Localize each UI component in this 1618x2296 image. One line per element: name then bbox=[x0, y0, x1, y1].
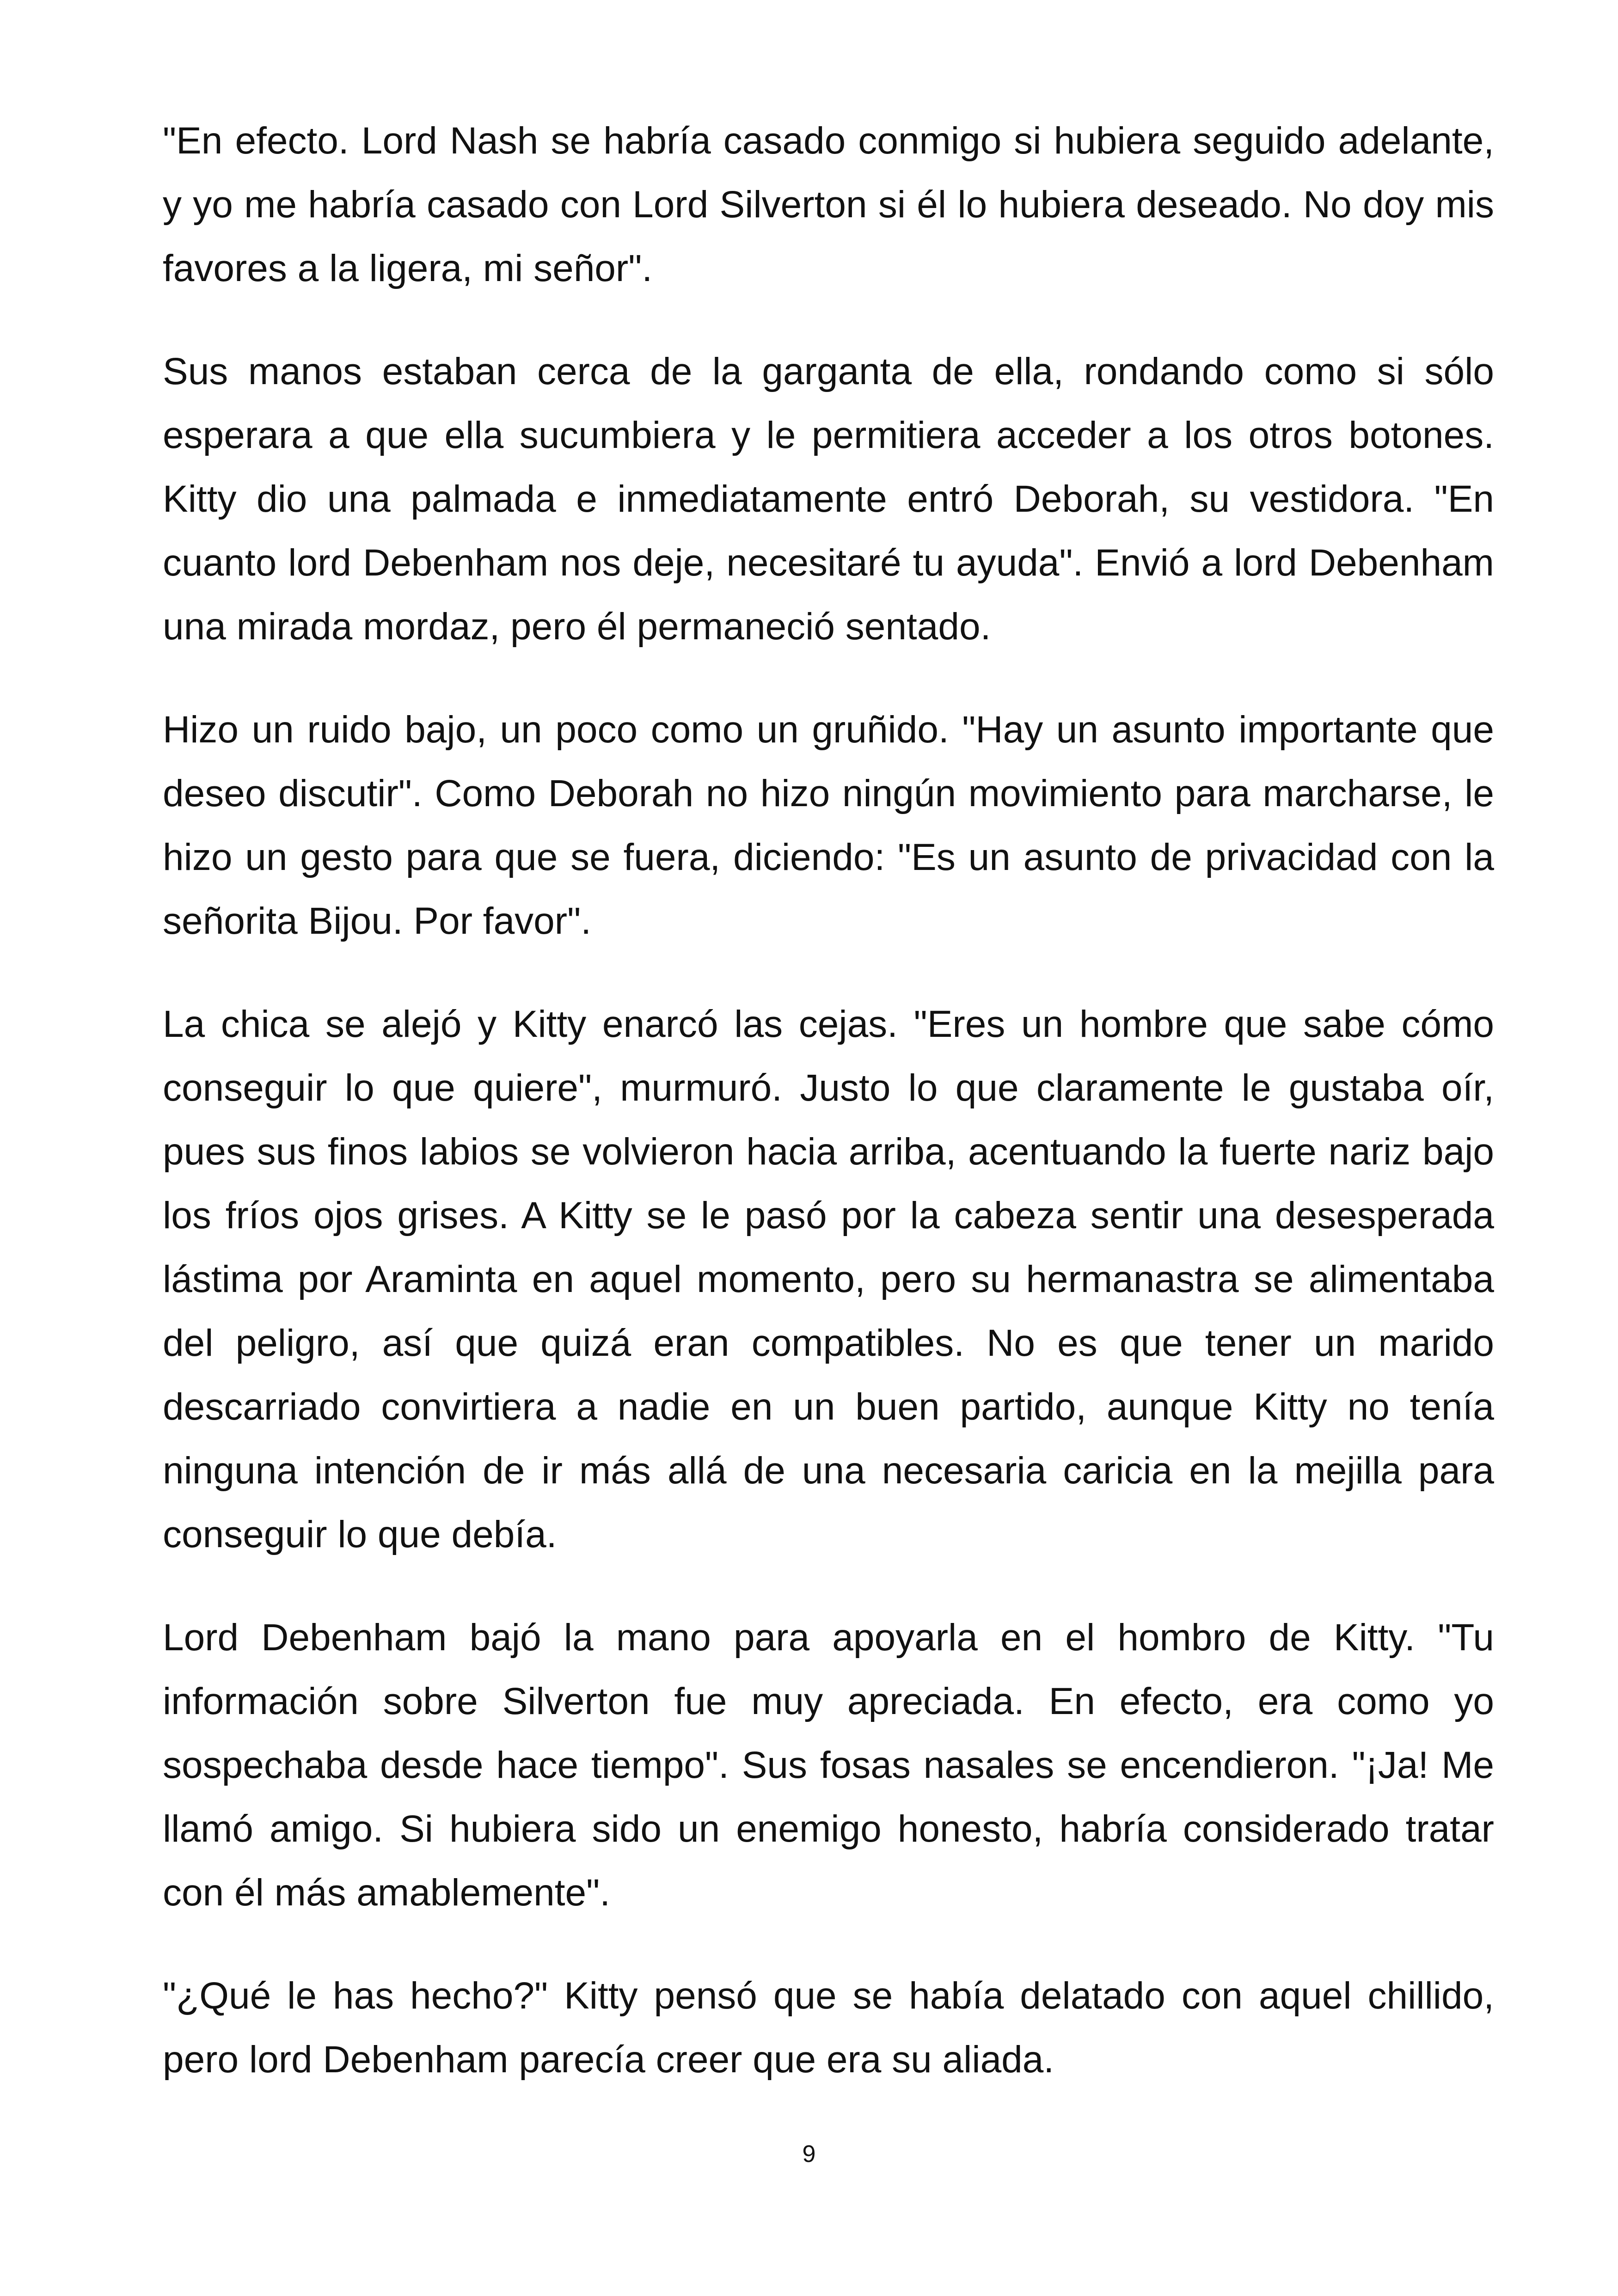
paragraph-2: Sus manos estaban cerca de la garganta de ella, rondando como si sólo esperara a que ella sucumbiera y le permitiera acceder a los otros botones. Kitty dio una palmada e inmediatamente entró Deborah, su vestidora. "En cuanto lord Debenham nos deje, necesitaré tu ayuda". Envió a lord Debenham una mirada mordaz, pero él permaneció sentado. bbox=[163, 350, 1494, 648]
paragraph-6: "¿Qué le has hecho?" Kitty pensó que se había delatado con aquel chillido, pero lord Debenham parecía creer que era su aliada. bbox=[163, 1975, 1494, 2081]
page-number: 9 bbox=[802, 2141, 816, 2167]
paragraph-5: Lord Debenham bajó la mano para apoyarla en el hombro de Kitty. "Tu información sobre Silverton fue muy apreciada. En efecto, era como yo sospechaba desde hace tiempo". Sus fosas nasales se encendieron. "¡Ja! Me llamó amigo. Si hubiera sido un enemigo honesto, habría considerado tratar con él más amablemente". bbox=[163, 1616, 1494, 1914]
paragraph-4: La chica se alejó y Kitty enarcó las cejas. "Eres un hombre que sabe cómo conseguir lo que quiere", murmuró. Justo lo que claramente le gustaba oír, pues sus finos labios se volvieron hacia arriba, acentuando la fuerte nariz bajo los fríos ojos grises. A Kitty se le pasó por la cabeza sentir una desesperada lástima por Araminta en aquel momento, pero su hermanastra se alimentaba del peligro, así que quizá eran compatibles. No es que tener un marido descarriado convirtiera a nadie en un buen partido, aunque Kitty no tenía ninguna intención de ir más allá de una necesaria caricia en la mejilla para conseguir lo que debía. bbox=[163, 1003, 1494, 1555]
paragraph-1: "En efecto. Lord Nash se habría casado conmigo si hubiera seguido adelante, y yo me habría casado con Lord Silverton si él lo hubiera deseado. No doy mis favores a la ligera, mi señor". bbox=[163, 120, 1494, 289]
paragraph-3: Hizo un ruido bajo, un poco como un gruñido. "Hay un asunto importante que deseo discutir". Como Deborah no hizo ningún movimiento para marcharse, le hizo un gesto para que se fuera, diciendo: "Es un asunto de privacidad con la señorita Bijou. Por favor". bbox=[163, 709, 1494, 942]
body-text bbox=[163, 109, 1494, 2131]
